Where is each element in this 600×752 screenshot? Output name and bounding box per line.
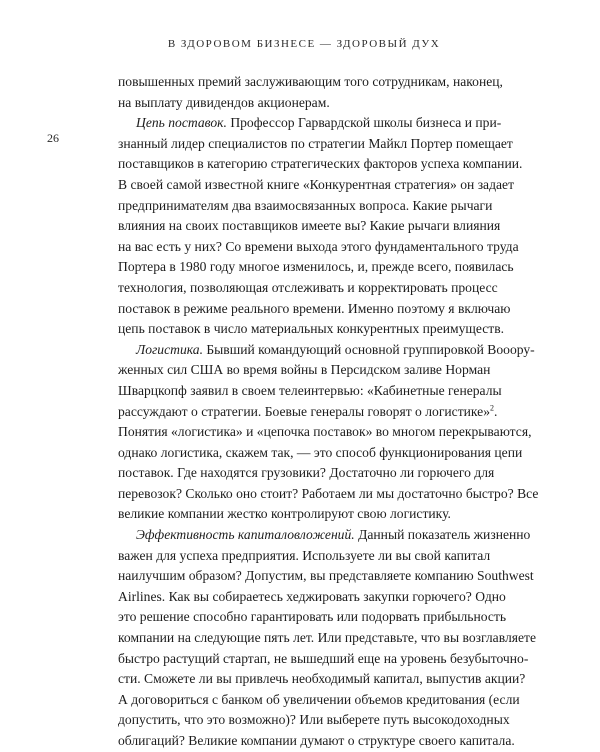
text-line: поставщиков в категорию стратегических факторов успеха компании.: [118, 156, 523, 172]
text-line: на выплату дивидендов акционерам.: [118, 94, 330, 110]
text-line: Понятия «логистика» и «цепочка поставок» во многом перекрываются,: [118, 424, 532, 440]
text-line: поставок в режиме реального времени. Именно поэтому я включаю: [118, 300, 511, 316]
text-line: цепь поставок в число материальных конкурентных преимуществ.: [118, 321, 505, 337]
text-line: Данный показатель жизненно: [354, 527, 531, 543]
text-line: важен для успеха предприятия. Используете ли вы свой капитал: [118, 547, 491, 563]
text-line: Портера в 1980 году многое изменилось, и, прежде всего, появилась: [118, 259, 514, 275]
text-line: предпринимателям два взаимосвязанных вопроса. Какие рычаги: [118, 197, 493, 213]
text-line: поставок. Где находятся грузовики? Достаточно ли горючего для: [118, 465, 495, 481]
paragraph-logistics: [118, 340, 535, 361]
text-line: повышенных премий заслуживающим того сотрудникам, наконец,: [118, 74, 503, 89]
text-line: женных сил США во время войны в Персидском заливе Норман: [118, 362, 491, 378]
text-line: великие компании жестко контролируют свою логистику.: [118, 506, 451, 522]
text-line: влияния на своих поставщиков имеете вы? Какие рычаги влияния: [118, 218, 501, 234]
run-in-heading: Логистика.: [136, 341, 203, 357]
text-line: Airlines. Как вы собираетесь хеджировать закупки горючего? Одно: [118, 588, 506, 604]
body-text: [118, 72, 539, 752]
text-line: это решение способно гарантировать или подорвать прибыльность: [118, 609, 507, 625]
text-line: быстро растущий стартап, не вышедший еще на уровень безубыточно-: [118, 650, 529, 666]
text-line: рассуждают о стратегии. Боевые генералы говорят о логистике»: [118, 403, 491, 419]
text-line: допустить, что это возможно)? Или выберете путь высокодоходных: [118, 712, 510, 728]
page-number: 26: [47, 131, 59, 145]
run-in-heading: Эффективность капиталовложений.: [136, 527, 355, 543]
text-line: Бывший командующий основной группировкой Вооору-: [202, 341, 535, 357]
text-line: наилучшим образом? Допустим, вы представляете компанию Southwest: [118, 568, 534, 584]
text-line: .: [494, 403, 498, 419]
text-line: В своей самой известной книге «Конкурентная стратегия» он задает: [118, 176, 515, 192]
text-line: компании на следующие пять лет. Или представьте, что вы возглавляете: [118, 630, 536, 646]
text-line: Профессор Гарвардской школы бизнеса и при-: [226, 115, 502, 131]
text-line: технология, позволяющая отслеживать и корректировать процесс: [118, 279, 498, 295]
text-line: знанный лидер специалистов по стратегии Майкл Портер помещает: [118, 135, 513, 151]
text-line: облигаций? Великие компании думают о структуре своего капитала.: [118, 733, 515, 748]
text-line: Шварцкопф заявил в своем телеинтервью: «Кабинетные генералы: [118, 382, 502, 398]
text-line: перевозок? Сколько оно стоит? Работаем ли мы достаточно быстро? Все: [118, 485, 539, 501]
text-line-with-footnote: [118, 402, 498, 423]
running-head: В ЗДОРОВОМ БИЗНЕСЕ — ЗДОРОВЫЙ ДУХ: [167, 38, 441, 50]
text-line: сти. Сможете ли вы привлечь необходимый капитал, выпустив акции?: [118, 671, 526, 687]
footnote-marker: 2: [490, 402, 495, 412]
text-line: А договориться с банком об увеличении объемов кредитования (если: [118, 691, 520, 707]
run-in-heading: Цепь поставок.: [136, 115, 227, 131]
paragraph-capital-efficiency: [118, 525, 531, 546]
text-line: однако логистика, скажем так, — это способ функционирования цепи: [118, 444, 523, 460]
paragraph-supply-chain: [118, 113, 502, 134]
text-line: на вас есть у них? Со времени выхода этого фундаментального труда: [118, 238, 519, 254]
